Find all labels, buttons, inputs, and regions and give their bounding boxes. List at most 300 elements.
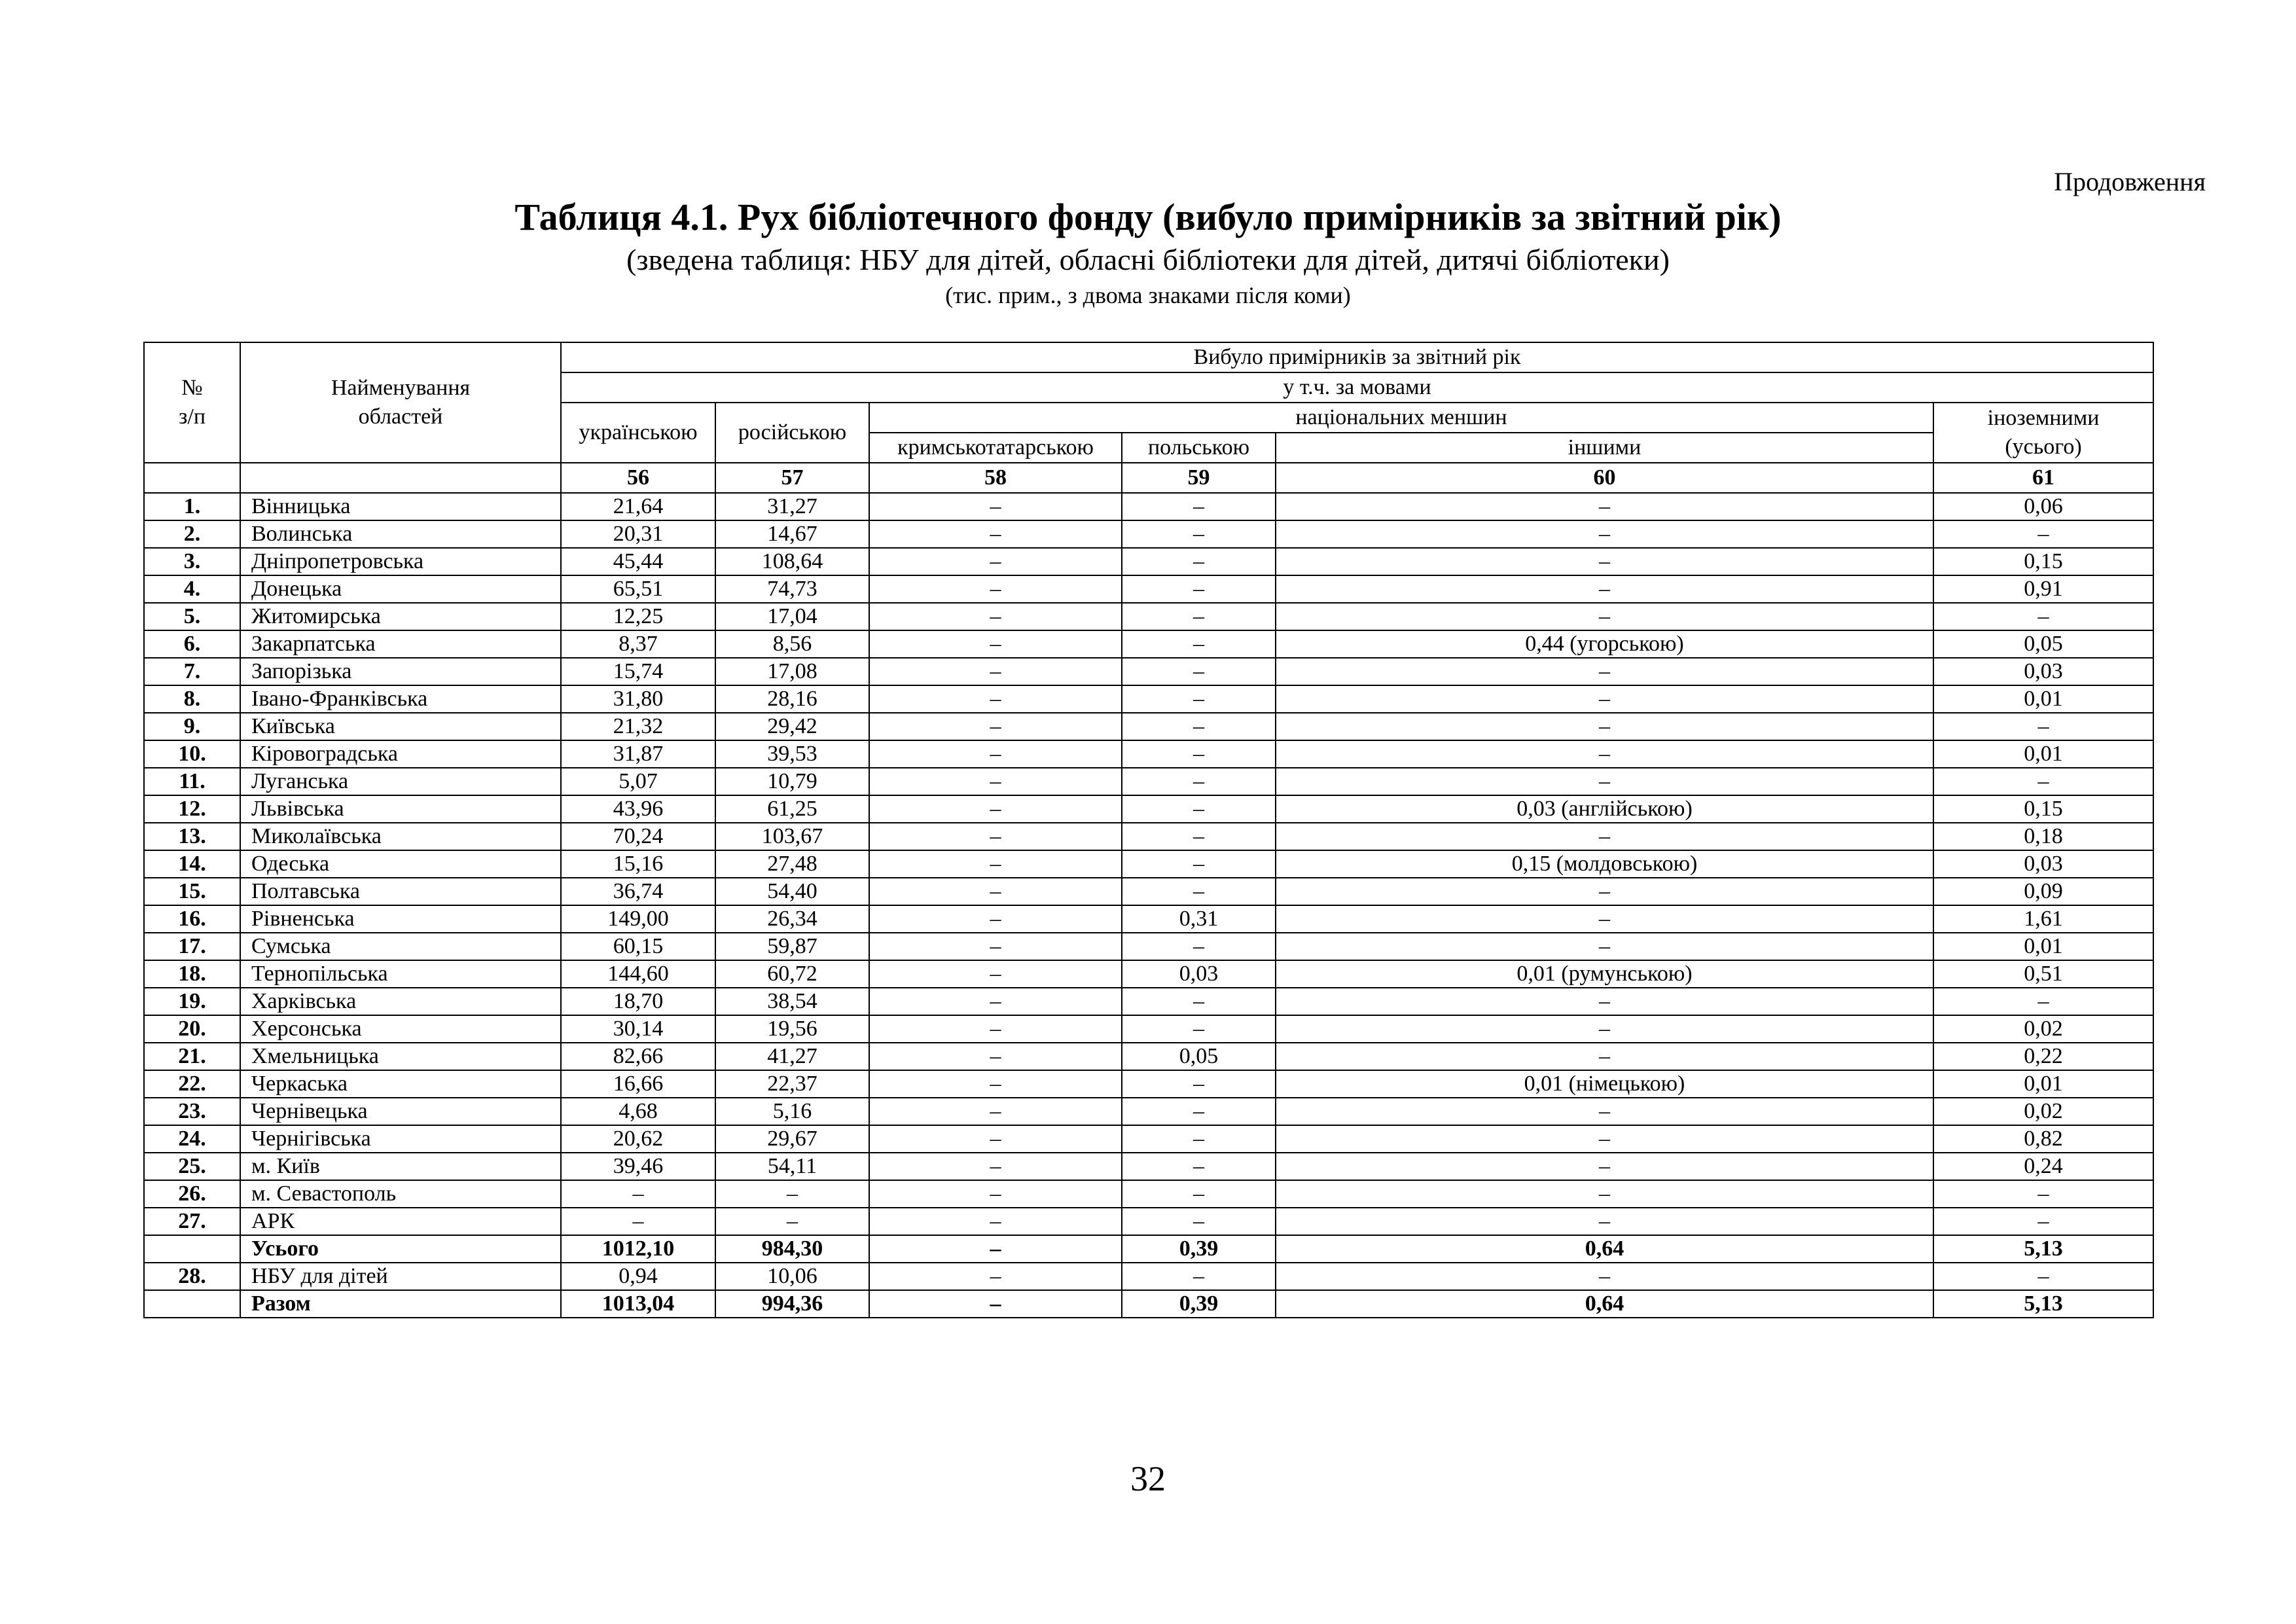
row-number: 28. <box>144 1263 240 1290</box>
region-name: м. Севастополь <box>240 1180 561 1208</box>
value-ukrainian: 1013,04 <box>561 1290 715 1318</box>
value-ukrainian: – <box>561 1208 715 1235</box>
value-ukrainian: 21,32 <box>561 713 715 740</box>
value-foreign: 0,01 <box>1933 933 2153 960</box>
table-row <box>144 1180 2153 1208</box>
value-others: 0,03 (англійською) <box>1276 795 1933 823</box>
value-others: – <box>1276 1153 1933 1180</box>
value-polish: – <box>1122 713 1276 740</box>
table-row <box>144 1263 2153 1290</box>
row-number: 4. <box>144 575 240 603</box>
header-crimean-tatar: кримськотатарською <box>869 433 1122 463</box>
value-polish: – <box>1122 1015 1276 1043</box>
value-ukrainian: 16,66 <box>561 1070 715 1098</box>
continued-label: Продовження <box>2054 167 2206 196</box>
value-foreign: 0,82 <box>1933 1125 2153 1153</box>
header-number-label: № <box>181 376 203 400</box>
value-foreign: 1,61 <box>1933 905 2153 933</box>
column-number-row <box>144 463 2153 493</box>
region-name: Кіровоградська <box>240 740 561 768</box>
value-russian: 59,87 <box>715 933 869 960</box>
row-number: 11. <box>144 768 240 795</box>
region-name: Харківська <box>240 988 561 1015</box>
region-name: Тернопільська <box>240 960 561 988</box>
value-others: 0,44 (угорською) <box>1276 630 1933 658</box>
header-foreign-cell <box>1933 403 2153 463</box>
value-russian: 17,04 <box>715 603 869 630</box>
value-ukrainian: – <box>561 1180 715 1208</box>
table-total-row <box>144 1290 2153 1318</box>
row-number: 22. <box>144 1070 240 1098</box>
colnum-57: 57 <box>715 463 869 493</box>
table-row <box>144 713 2153 740</box>
value-foreign: – <box>1933 713 2153 740</box>
value-crimean-tatar: – <box>869 795 1122 823</box>
value-crimean-tatar: – <box>869 1043 1122 1070</box>
value-others: – <box>1276 905 1933 933</box>
header-ukrainian: українською <box>561 403 715 463</box>
row-number: 10. <box>144 740 240 768</box>
value-polish: – <box>1122 685 1276 713</box>
table-row <box>144 1098 2153 1125</box>
colnum-61: 61 <box>1933 463 2153 493</box>
value-foreign: 0,24 <box>1933 1153 2153 1180</box>
value-foreign: 5,13 <box>1933 1235 2153 1263</box>
value-ukrainian: 60,15 <box>561 933 715 960</box>
header-minorities: національних меншин <box>869 403 1933 433</box>
table-title: Таблиця 4.1. Рух бібліотечного фонду (вибуло примірників за звітний рік) <box>514 196 1782 238</box>
row-number: 14. <box>144 850 240 878</box>
value-ukrainian: 43,96 <box>561 795 715 823</box>
value-ukrainian: 65,51 <box>561 575 715 603</box>
value-polish: 0,39 <box>1122 1290 1276 1318</box>
value-polish: – <box>1122 795 1276 823</box>
value-russian: 28,16 <box>715 685 869 713</box>
region-name: Сумська <box>240 933 561 960</box>
row-number: 1. <box>144 493 240 520</box>
value-foreign: – <box>1933 1263 2153 1290</box>
region-name: Львівська <box>240 795 561 823</box>
value-ukrainian: 12,25 <box>561 603 715 630</box>
value-ukrainian: 45,44 <box>561 548 715 575</box>
value-russian: 61,25 <box>715 795 869 823</box>
value-foreign: 0,51 <box>1933 960 2153 988</box>
row-number <box>144 1235 240 1263</box>
value-russian: 103,67 <box>715 823 869 850</box>
colnum-blank <box>144 463 240 493</box>
value-russian: 994,36 <box>715 1290 869 1318</box>
region-name: Волинська <box>240 520 561 548</box>
value-ukrainian: 1012,10 <box>561 1235 715 1263</box>
value-others: – <box>1276 1263 1933 1290</box>
value-polish: – <box>1122 878 1276 905</box>
value-crimean-tatar: – <box>869 1070 1122 1098</box>
table-row <box>144 740 2153 768</box>
value-crimean-tatar: – <box>869 575 1122 603</box>
table-row <box>144 685 2153 713</box>
value-ukrainian: 0,94 <box>561 1263 715 1290</box>
value-polish: – <box>1122 548 1276 575</box>
value-polish: – <box>1122 1070 1276 1098</box>
row-number: 5. <box>144 603 240 630</box>
value-ukrainian: 31,80 <box>561 685 715 713</box>
table-header <box>144 342 2153 493</box>
value-polish: 0,05 <box>1122 1043 1276 1070</box>
value-others: 0,64 <box>1276 1290 1933 1318</box>
value-crimean-tatar: – <box>869 1125 1122 1153</box>
value-russian: 22,37 <box>715 1070 869 1098</box>
value-others: – <box>1276 1125 1933 1153</box>
value-ukrainian: 21,64 <box>561 493 715 520</box>
value-foreign: 0,01 <box>1933 1070 2153 1098</box>
region-name: Миколаївська <box>240 823 561 850</box>
value-crimean-tatar: – <box>869 933 1122 960</box>
row-number: 15. <box>144 878 240 905</box>
row-number: 3. <box>144 548 240 575</box>
value-polish: – <box>1122 1263 1276 1290</box>
page-number: 32 <box>1130 1459 1166 1498</box>
header-russian: російською <box>715 403 869 463</box>
value-crimean-tatar: – <box>869 548 1122 575</box>
row-number: 6. <box>144 630 240 658</box>
value-polish: – <box>1122 988 1276 1015</box>
value-others: – <box>1276 988 1933 1015</box>
value-russian: 10,06 <box>715 1263 869 1290</box>
value-others: – <box>1276 575 1933 603</box>
value-russian: 984,30 <box>715 1235 869 1263</box>
value-others: – <box>1276 768 1933 795</box>
table-row <box>144 823 2153 850</box>
value-crimean-tatar: – <box>869 1290 1122 1318</box>
colnum-58: 58 <box>869 463 1122 493</box>
region-name: Одеська <box>240 850 561 878</box>
value-foreign: 0,01 <box>1933 740 2153 768</box>
region-name: Херсонська <box>240 1015 561 1043</box>
value-crimean-tatar: – <box>869 878 1122 905</box>
table-row <box>144 988 2153 1015</box>
row-number: 12. <box>144 795 240 823</box>
region-name: Черкаська <box>240 1070 561 1098</box>
region-name: Донецька <box>240 575 561 603</box>
colnum-59: 59 <box>1122 463 1276 493</box>
table-row <box>144 1043 2153 1070</box>
value-others: – <box>1276 878 1933 905</box>
value-russian: 74,73 <box>715 575 869 603</box>
value-foreign: 0,18 <box>1933 823 2153 850</box>
region-name: Чернігівська <box>240 1125 561 1153</box>
value-polish: – <box>1122 823 1276 850</box>
row-number: 8. <box>144 685 240 713</box>
value-crimean-tatar: – <box>869 850 1122 878</box>
region-name: Дніпропетровська <box>240 548 561 575</box>
value-others: – <box>1276 740 1933 768</box>
value-others: – <box>1276 1208 1933 1235</box>
table-row <box>144 1015 2153 1043</box>
table-row <box>144 1125 2153 1153</box>
header-number-cell <box>144 342 240 463</box>
value-ukrainian: 31,87 <box>561 740 715 768</box>
value-ukrainian: 4,68 <box>561 1098 715 1125</box>
table-row <box>144 1208 2153 1235</box>
table-row <box>144 1153 2153 1180</box>
value-others: – <box>1276 603 1933 630</box>
region-name: Усього <box>240 1235 561 1263</box>
value-crimean-tatar: – <box>869 740 1122 768</box>
value-crimean-tatar: – <box>869 988 1122 1015</box>
table-body <box>144 493 2153 1318</box>
row-number: 17. <box>144 933 240 960</box>
value-others: – <box>1276 1098 1933 1125</box>
table-row <box>144 630 2153 658</box>
value-foreign: 0,05 <box>1933 630 2153 658</box>
value-polish: – <box>1122 1208 1276 1235</box>
table-row <box>144 878 2153 905</box>
table-row <box>144 658 2153 685</box>
value-polish: – <box>1122 493 1276 520</box>
table-row <box>144 548 2153 575</box>
region-name: Вінницька <box>240 493 561 520</box>
row-number: 19. <box>144 988 240 1015</box>
region-name: м. Київ <box>240 1153 561 1180</box>
region-name: НБУ для дітей <box>240 1263 561 1290</box>
value-russian: 108,64 <box>715 548 869 575</box>
value-crimean-tatar: – <box>869 768 1122 795</box>
header-name-sublabel: областей <box>358 405 443 429</box>
value-crimean-tatar: – <box>869 603 1122 630</box>
value-crimean-tatar: – <box>869 960 1122 988</box>
region-name: Івано-Франківська <box>240 685 561 713</box>
value-ukrainian: 149,00 <box>561 905 715 933</box>
header-polish: польською <box>1122 433 1276 463</box>
value-russian: 19,56 <box>715 1015 869 1043</box>
value-russian: 14,67 <box>715 520 869 548</box>
value-foreign: 0,09 <box>1933 878 2153 905</box>
value-russian: 8,56 <box>715 630 869 658</box>
value-foreign: 0,02 <box>1933 1015 2153 1043</box>
value-crimean-tatar: – <box>869 905 1122 933</box>
value-foreign: 0,15 <box>1933 795 2153 823</box>
value-others: – <box>1276 933 1933 960</box>
value-foreign: 0,01 <box>1933 685 2153 713</box>
value-foreign: – <box>1933 603 2153 630</box>
value-russian: – <box>715 1180 869 1208</box>
value-others: – <box>1276 493 1933 520</box>
value-ukrainian: 82,66 <box>561 1043 715 1070</box>
table-row <box>144 575 2153 603</box>
value-foreign: 0,03 <box>1933 850 2153 878</box>
value-polish: – <box>1122 1180 1276 1208</box>
value-ukrainian: 20,62 <box>561 1125 715 1153</box>
row-number: 20. <box>144 1015 240 1043</box>
row-number: 24. <box>144 1125 240 1153</box>
table-total-row <box>144 1235 2153 1263</box>
value-foreign: – <box>1933 768 2153 795</box>
table-subtitle: (зведена таблиця: НБУ для дітей, обласні бібліотеки для дітей, дитячі бібліотеки) <box>626 243 1670 276</box>
value-russian: 31,27 <box>715 493 869 520</box>
value-polish: – <box>1122 1125 1276 1153</box>
value-polish: – <box>1122 850 1276 878</box>
region-name: Луганська <box>240 768 561 795</box>
value-russian: 26,34 <box>715 905 869 933</box>
value-others: 0,01 (румунською) <box>1276 960 1933 988</box>
value-russian: 29,42 <box>715 713 869 740</box>
row-number: 2. <box>144 520 240 548</box>
value-russian: 54,11 <box>715 1153 869 1180</box>
table-row <box>144 933 2153 960</box>
value-foreign: – <box>1933 1208 2153 1235</box>
value-crimean-tatar: – <box>869 823 1122 850</box>
value-russian: 27,48 <box>715 850 869 878</box>
value-crimean-tatar: – <box>869 1235 1122 1263</box>
row-number: 18. <box>144 960 240 988</box>
value-polish: – <box>1122 630 1276 658</box>
value-ukrainian: 18,70 <box>561 988 715 1015</box>
value-polish: 0,03 <box>1122 960 1276 988</box>
unit-note: (тис. прим., з двома знаками після коми) <box>945 282 1351 308</box>
value-polish: – <box>1122 658 1276 685</box>
value-others: – <box>1276 1180 1933 1208</box>
value-polish: – <box>1122 1153 1276 1180</box>
value-crimean-tatar: – <box>869 1098 1122 1125</box>
value-polish: – <box>1122 520 1276 548</box>
value-russian: 41,27 <box>715 1043 869 1070</box>
header-foreign-total: (усього) <box>2005 435 2082 459</box>
value-polish: – <box>1122 933 1276 960</box>
value-russian: 5,16 <box>715 1098 869 1125</box>
header-number-sublabel: з/п <box>178 405 206 429</box>
value-others: 0,64 <box>1276 1235 1933 1263</box>
value-foreign: 0,03 <box>1933 658 2153 685</box>
value-russian: – <box>715 1208 869 1235</box>
value-russian: 54,40 <box>715 878 869 905</box>
table-row <box>144 960 2153 988</box>
value-others: – <box>1276 548 1933 575</box>
value-ukrainian: 5,07 <box>561 768 715 795</box>
row-number: 23. <box>144 1098 240 1125</box>
header-foreign: іноземними <box>1987 406 2100 430</box>
colnum-blank <box>240 463 561 493</box>
row-number: 13. <box>144 823 240 850</box>
region-name: АРК <box>240 1208 561 1235</box>
row-number: 25. <box>144 1153 240 1180</box>
value-crimean-tatar: – <box>869 658 1122 685</box>
value-foreign: 5,13 <box>1933 1290 2153 1318</box>
value-russian: 60,72 <box>715 960 869 988</box>
region-name: Хмельницька <box>240 1043 561 1070</box>
value-foreign: – <box>1933 520 2153 548</box>
value-crimean-tatar: – <box>869 685 1122 713</box>
value-crimean-tatar: – <box>869 1015 1122 1043</box>
value-polish: – <box>1122 740 1276 768</box>
value-ukrainian: 20,31 <box>561 520 715 548</box>
table-row <box>144 603 2153 630</box>
region-name: Разом <box>240 1290 561 1318</box>
table-row <box>144 768 2153 795</box>
value-crimean-tatar: – <box>869 630 1122 658</box>
header-main: Вибуло примірників за звітний рік <box>561 342 2153 372</box>
value-polish: 0,39 <box>1122 1235 1276 1263</box>
value-crimean-tatar: – <box>869 1180 1122 1208</box>
region-name: Чернівецька <box>240 1098 561 1125</box>
value-others: – <box>1276 1015 1933 1043</box>
colnum-60: 60 <box>1276 463 1933 493</box>
region-name: Житомирська <box>240 603 561 630</box>
row-number: 27. <box>144 1208 240 1235</box>
header-name-label: Найменування <box>331 376 471 400</box>
region-name: Полтавська <box>240 878 561 905</box>
header-incl-languages: у т.ч. за мовами <box>561 372 2153 403</box>
value-crimean-tatar: – <box>869 1208 1122 1235</box>
row-number: 26. <box>144 1180 240 1208</box>
value-ukrainian: 36,74 <box>561 878 715 905</box>
header-name-cell <box>240 342 561 463</box>
library-fund-table <box>143 342 2154 1318</box>
region-name: Запорізька <box>240 658 561 685</box>
value-polish: – <box>1122 603 1276 630</box>
value-foreign: 0,02 <box>1933 1098 2153 1125</box>
colnum-56: 56 <box>561 463 715 493</box>
row-number: 21. <box>144 1043 240 1070</box>
region-name: Закарпатська <box>240 630 561 658</box>
table-row <box>144 795 2153 823</box>
value-crimean-tatar: – <box>869 713 1122 740</box>
value-others: – <box>1276 823 1933 850</box>
value-foreign: 0,15 <box>1933 548 2153 575</box>
value-foreign: 0,91 <box>1933 575 2153 603</box>
value-others: – <box>1276 1043 1933 1070</box>
value-foreign: 0,06 <box>1933 493 2153 520</box>
value-ukrainian: 15,74 <box>561 658 715 685</box>
value-russian: 10,79 <box>715 768 869 795</box>
value-polish: 0,31 <box>1122 905 1276 933</box>
value-russian: 38,54 <box>715 988 869 1015</box>
table-row <box>144 850 2153 878</box>
table-row <box>144 1070 2153 1098</box>
value-crimean-tatar: – <box>869 493 1122 520</box>
value-foreign: – <box>1933 1180 2153 1208</box>
value-others: – <box>1276 658 1933 685</box>
value-polish: – <box>1122 1098 1276 1125</box>
row-number <box>144 1290 240 1318</box>
value-foreign: – <box>1933 988 2153 1015</box>
value-others: – <box>1276 520 1933 548</box>
region-name: Рівненська <box>240 905 561 933</box>
row-number: 7. <box>144 658 240 685</box>
table-row <box>144 520 2153 548</box>
value-ukrainian: 15,16 <box>561 850 715 878</box>
header-others: іншими <box>1276 433 1933 463</box>
region-name: Київська <box>240 713 561 740</box>
value-russian: 29,67 <box>715 1125 869 1153</box>
value-russian: 39,53 <box>715 740 869 768</box>
table-row <box>144 493 2153 520</box>
value-ukrainian: 144,60 <box>561 960 715 988</box>
table-row <box>144 905 2153 933</box>
value-crimean-tatar: – <box>869 1153 1122 1180</box>
value-others: 0,01 (німецькою) <box>1276 1070 1933 1098</box>
value-russian: 17,08 <box>715 658 869 685</box>
value-crimean-tatar: – <box>869 1263 1122 1290</box>
value-ukrainian: 8,37 <box>561 630 715 658</box>
value-others: – <box>1276 713 1933 740</box>
value-others: 0,15 (молдовською) <box>1276 850 1933 878</box>
value-ukrainian: 70,24 <box>561 823 715 850</box>
value-polish: – <box>1122 575 1276 603</box>
value-ukrainian: 30,14 <box>561 1015 715 1043</box>
value-others: – <box>1276 685 1933 713</box>
row-number: 9. <box>144 713 240 740</box>
row-number: 16. <box>144 905 240 933</box>
